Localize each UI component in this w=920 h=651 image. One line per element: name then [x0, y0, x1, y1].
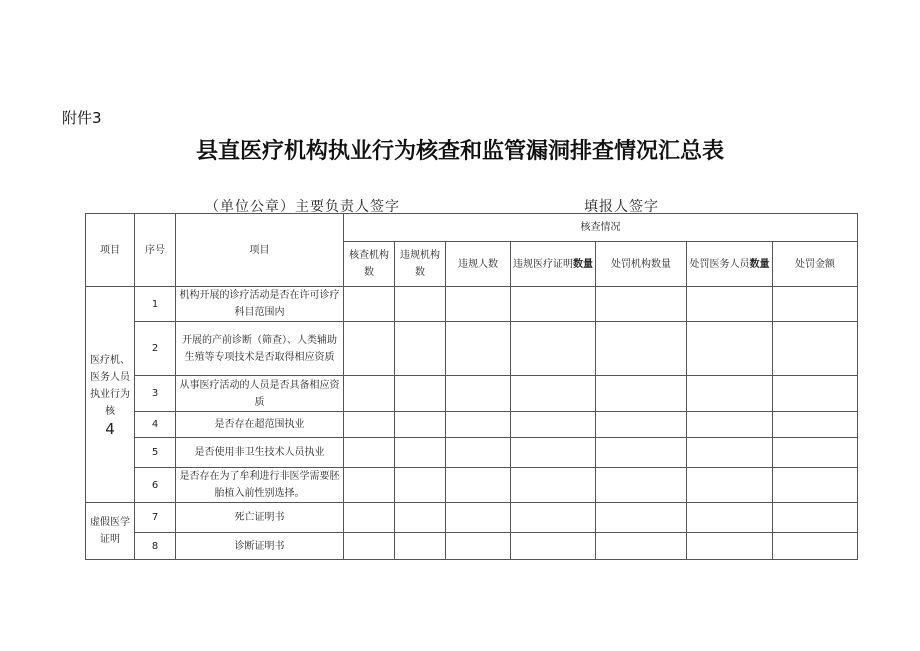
cell-input[interactable]	[687, 322, 773, 376]
cell-input[interactable]	[596, 438, 687, 468]
document-title: 县直医疗机构执业行为核查和监管漏洞排查情况汇总表	[195, 139, 724, 164]
cell-input[interactable]	[446, 468, 511, 503]
cell-input[interactable]	[395, 376, 446, 412]
cell-input[interactable]	[511, 322, 596, 376]
cell-input[interactable]	[446, 533, 511, 560]
cell-input[interactable]	[395, 468, 446, 503]
table-row	[86, 412, 858, 438]
row-seq: 4	[135, 412, 176, 438]
cell-input[interactable]	[395, 412, 446, 438]
cell-input[interactable]	[446, 412, 511, 438]
header-penalty-amount: 处罚金额	[773, 242, 858, 287]
cell-input[interactable]	[773, 322, 858, 376]
header-seq: 序号	[135, 214, 176, 287]
header-violating-certificates-main: 违规医疗证明	[513, 258, 573, 270]
cell-input[interactable]	[395, 287, 446, 322]
table-row	[86, 322, 858, 376]
cell-input[interactable]	[446, 503, 511, 533]
header-punished-staff-tail: 数量	[749, 258, 770, 270]
cell-input[interactable]	[687, 468, 773, 503]
cell-input[interactable]	[511, 376, 596, 412]
cell-input[interactable]	[687, 412, 773, 438]
cell-input[interactable]	[773, 533, 858, 560]
cell-input[interactable]	[446, 376, 511, 412]
header-check-group: 核查情况	[344, 214, 858, 242]
filler-signature-line: 填报人签字	[584, 199, 659, 215]
row-seq: 8	[135, 533, 176, 560]
header-category: 项目	[86, 214, 135, 287]
cell-input[interactable]	[511, 412, 596, 438]
table-row	[86, 468, 858, 503]
cell-input[interactable]	[596, 376, 687, 412]
row-seq: 3	[135, 376, 176, 412]
row-item: 诊断证明书	[176, 533, 344, 560]
cell-input[interactable]	[687, 503, 773, 533]
group-label-false-certificates: 虚假医学证明	[86, 503, 135, 560]
cell-input[interactable]	[344, 438, 395, 468]
row-item: 从事医疗活动的人员是否具备相应资质	[176, 376, 344, 412]
header-violating-persons: 违规人数	[446, 242, 511, 287]
header-violating-institutions: 违规机构数	[395, 242, 446, 287]
group-label-conduct-text: 医疗机、医务人员执业行为核	[90, 354, 130, 417]
header-violating-certificates	[511, 242, 596, 287]
cell-input[interactable]	[395, 322, 446, 376]
row-seq: 1	[135, 287, 176, 322]
row-item: 开展的产前诊断（筛查）、人类辅助生殖等专项技术是否取得相应资质	[176, 322, 344, 376]
cell-input[interactable]	[687, 287, 773, 322]
cell-input[interactable]	[687, 533, 773, 560]
cell-input[interactable]	[596, 412, 687, 438]
cell-input[interactable]	[596, 503, 687, 533]
header-checked-institutions: 核查机构数	[344, 242, 395, 287]
header-item: 项目	[176, 214, 344, 287]
table-row	[86, 503, 858, 533]
cell-input[interactable]	[773, 376, 858, 412]
cell-input[interactable]	[773, 438, 858, 468]
table-row	[86, 533, 858, 560]
cell-input[interactable]	[344, 322, 395, 376]
cell-input[interactable]	[511, 287, 596, 322]
cell-input[interactable]	[446, 438, 511, 468]
cell-input[interactable]	[596, 533, 687, 560]
cell-input[interactable]	[344, 412, 395, 438]
cell-input[interactable]	[446, 322, 511, 376]
cell-input[interactable]	[344, 376, 395, 412]
row-seq: 5	[135, 438, 176, 468]
table-row	[86, 287, 858, 322]
header-punished-staff-main: 处罚医务人员	[689, 258, 750, 270]
cell-input[interactable]	[511, 468, 596, 503]
row-item: 是否存在超范围执业	[176, 412, 344, 438]
cell-input[interactable]	[596, 322, 687, 376]
row-seq: 7	[135, 503, 176, 533]
group-label-conduct-note: 4	[105, 419, 115, 438]
cell-input[interactable]	[511, 503, 596, 533]
summary-table	[85, 213, 858, 560]
row-item: 死亡证明书	[176, 503, 344, 533]
cell-input[interactable]	[511, 533, 596, 560]
cell-input[interactable]	[773, 468, 858, 503]
cell-input[interactable]	[395, 438, 446, 468]
table-row	[86, 438, 858, 468]
cell-input[interactable]	[773, 412, 858, 438]
table-header-row-1	[86, 214, 858, 242]
cell-input[interactable]	[511, 438, 596, 468]
principal-signature-line: （单位公章）主要负责人签字	[205, 199, 400, 215]
cell-input[interactable]	[446, 287, 511, 322]
cell-input[interactable]	[687, 438, 773, 468]
cell-input[interactable]	[344, 503, 395, 533]
attachment-label: 附件3	[62, 109, 102, 127]
row-item: 是否存在为了牟利进行非医学需要胚胎植入前性别选择。	[176, 468, 344, 503]
cell-input[interactable]	[344, 533, 395, 560]
cell-input[interactable]	[687, 376, 773, 412]
cell-input[interactable]	[773, 287, 858, 322]
row-seq: 2	[135, 322, 176, 376]
table-row	[86, 376, 858, 412]
cell-input[interactable]	[344, 287, 395, 322]
cell-input[interactable]	[344, 468, 395, 503]
header-punished-institutions: 处罚机构数量	[596, 242, 687, 287]
group-label-conduct	[86, 287, 135, 503]
row-seq: 6	[135, 468, 176, 503]
header-punished-staff	[687, 242, 773, 287]
cell-input[interactable]	[395, 533, 446, 560]
cell-input[interactable]	[596, 468, 687, 503]
header-violating-certificates-tail: 数量	[573, 258, 593, 270]
cell-input[interactable]	[773, 503, 858, 533]
cell-input[interactable]	[596, 287, 687, 322]
row-item: 是否使用非卫生技术人员执业	[176, 438, 344, 468]
cell-input[interactable]	[395, 503, 446, 533]
row-item: 机构开展的诊疗活动是否在许可诊疗科目范围内	[176, 287, 344, 322]
